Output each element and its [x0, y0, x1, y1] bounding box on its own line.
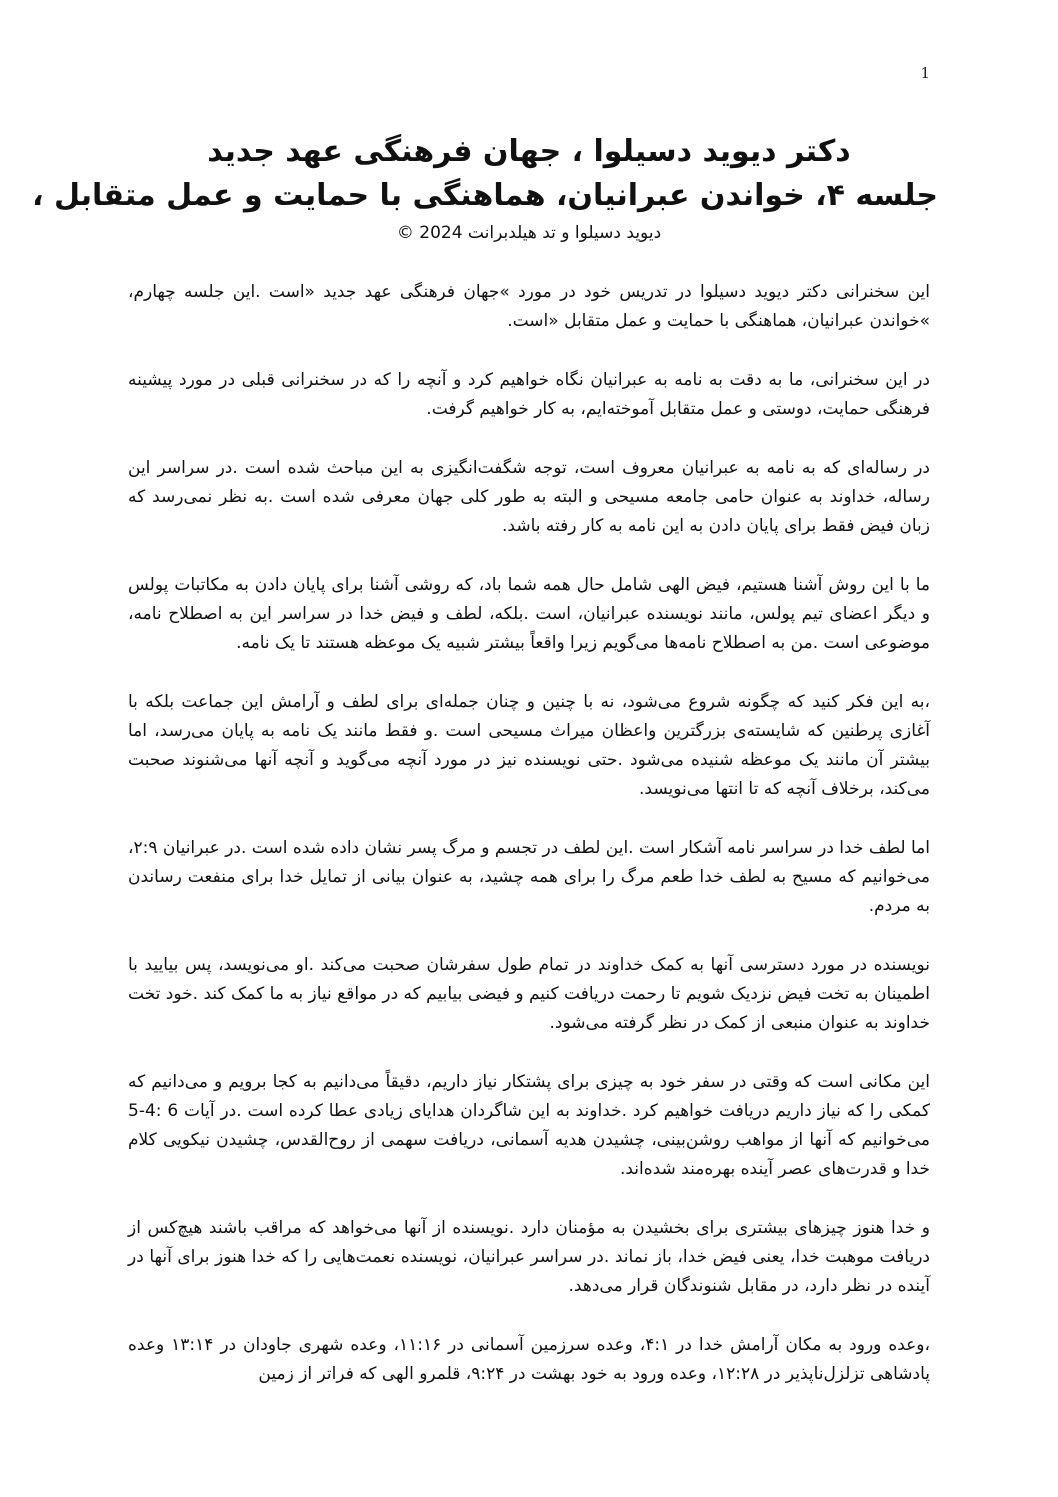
document-title-line-2: جلسه ۴، خواندن عبرانیان، هماهنگی با حمایت و عمل متقابل ، [32, 178, 938, 213]
document-title-line-1: دکتر دیوید دسیلوا ، جهان فرهنگی عهد جدید [207, 134, 851, 169]
paragraph: این مکانی است که وقتی در سفر خود به چیزی برای پشتکار نیاز داریم، دقیقاً می‌دانیم به کجا برویم و می‌دانیم که کمکی را که نیاز داریم دریافت خواهیم کرد .خداوند به این شاگردان هدایای زیادی عطا کرده است .در آیات 6 :4-5 می‌خوانیم که آنها از مواهب روشن‌بینی، چشیدن هدیه آسمانی، دریافت سهمی از روح‌القدس، چشیدن نیکویی کلام خدا و قدرت‌های عصر آینده بهره‌مند شده‌اند. [128, 1072, 930, 1179]
document-body [128, 278, 930, 1389]
paragraph: ،وعده ورود به مکان آرامش خدا در ۴:۱، وعده سرزمین آسمانی در ۱۱:۱۶، وعده شهری جاودان در ۱۳:۱۴ وعده پادشاهی تزلزل‌ناپذیر در ۱۲:۲۸، وعده ورود به خود بهشت در ۹:۲۴، قلمرو الهی که فراتر از زمین [128, 1335, 930, 1384]
page-number: 1 [920, 64, 930, 82]
paragraph: در رساله‌ای که به نامه به عبرانیان معروف است، توجه شگفت‌انگیزی به این مباحث شده است .در سراسر این رساله، خداوند به عنوان حامی جامعه مسیحی و البته به طور کلی جهان معرفی شده است .به نظر نمی‌رسد که زبان فیض فقط برای پایان دادن به این نامه به کار رفته باشد. [128, 458, 930, 536]
paragraph: و خدا هنوز چیزهای بیشتری برای بخشیدن به مؤمنان دارد .نویسنده از آنها می‌خواهد که مراقب باشند هیچ‌کس از دریافت موهبت خدا، یعنی فیض خدا، باز نماند .در سراسر عبرانیان، نویسنده نعمت‌هایی را که خدا هنوز برای آنها در آینده در نظر دارد، در مقابل شنوندگان قرار می‌دهد. [128, 1218, 930, 1296]
paragraph: ما با این روش آشنا هستیم، فیض الهی شامل حال همه شما باد، که روشی آشنا برای پایان دادن به مکاتبات پولس و دیگر اعضای تیم پولس، مانند نویسنده عبرانیان، است .بلکه، لطف و فیض خدا در سراسر این به اصطلاح نامه، موضوعی است .من به اصطلاح نامه‌ها می‌گویم زیرا واقعاً بیشتر شبیه یک موعظه هستند تا یک نامه. [128, 575, 930, 653]
paragraph: در این سخنرانی، ما به دقت به نامه به عبرانیان نگاه خواهیم کرد و آنچه را که در سخنرانی قبلی در مورد پیشینه فرهنگی حمایت، دوستی و عمل متقابل آموخته‌ایم، به کار خواهیم گرفت. [128, 370, 930, 419]
paragraph: این سخنرانی دکتر دیوید دسیلوا در تدریس خود در مورد »جهان فرهنگی عهد جدید «است .این جلسه چهارم، »خواندن عبرانیان، هماهنگی با حمایت و عمل متقابل «است. [128, 282, 930, 331]
paragraph: ،به این فکر کنید که چگونه شروع می‌شود، نه با چنین و چنان جمله‌ای برای لطف و آرامش این جماعت بلکه با آغازی پرطنین که شایسته‌ی بزرگترین واعظان میراث مسیحی است .و فقط مانند یک نامه به پایان می‌رسد، اما بیشتر آن مانند یک موعظه شنیده می‌شود .حتی نویسنده نیز در مورد آنچه می‌گوید و آنچه آنها می‌شنوند صحبت می‌کند، برخلاف آنچه که تا انتها می‌نویسد. [128, 692, 930, 799]
document-header [32, 130, 938, 246]
paragraph: نویسنده در مورد دسترسی آنها به کمک خداوند در تمام طول سفرشان صحبت می‌کند .او می‌نویسد، پس بیایید با اطمینان به تخت فیض نزدیک شویم تا رحمت دریافت کنیم و فیضی بیابیم که در مواقع نیاز به ما کمک کند .خود تخت خداوند به عنوان منبعی از کمک در نظر گرفته می‌شود. [128, 955, 930, 1033]
paragraph: اما لطف خدا در سراسر نامه آشکار است .این لطف در تجسم و مرگ پسر نشان داده شده است .در عبرانیان ۲:۹، می‌خوانیم که مسیح به لطف خدا طعم مرگ را برای همه چشید، به عنوان بیانی از تمایل خدا برای منفعت رساندن به مردم. [128, 838, 930, 916]
copyright-notice: دیوید دسیلوا و تد هیلدبرانت 2024 © [396, 223, 662, 243]
